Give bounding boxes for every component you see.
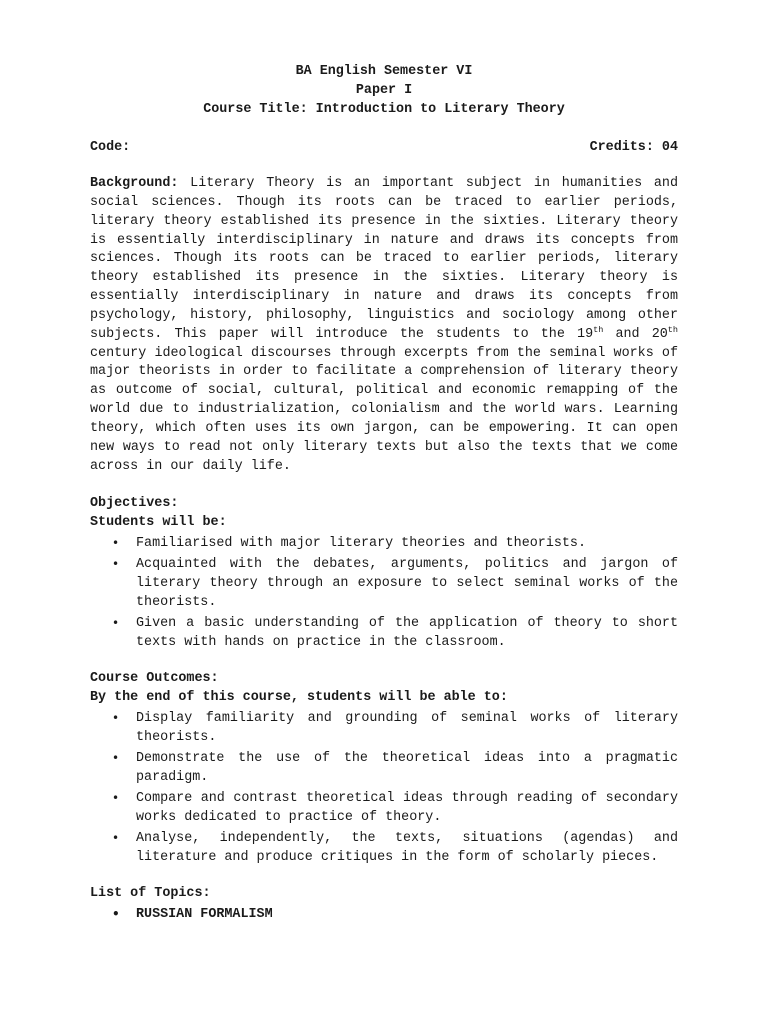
objectives-section [90,494,678,652]
list-item: • Demonstrate the use of the theoretical ideas into a pragmatic paradigm. [112,750,678,785]
objectives-title: Objectives: [90,495,179,511]
background-text-b: and 20 [603,326,668,342]
bullet-icon: • [112,615,120,630]
code-label: Code: [90,140,131,155]
background-paragraph [90,175,678,477]
background-label: Background: [90,176,179,191]
background-sup-2: th [667,324,678,335]
objectives-list [90,534,678,652]
list-item: • Display familiarity and grounding of seminal works of literary theorists. [112,710,678,745]
bullet-icon: • [112,906,120,921]
outcomes-section [90,669,678,867]
outcomes-list [90,709,678,867]
objectives-subtitle: Students will be: [90,514,227,530]
list-item: • Familiarised with major literary theories and theorists. [112,535,586,551]
list-item: • Acquainted with the debates, arguments, politics and jargon of literary theory through an exposure to select seminal works of the theorists. [112,556,678,610]
background-text-c: century ideological discourses through excerpts from the seminal works of major theorists in order to facilitate a comprehension of literary theory as outcome of social, cultural, political and economic remapping of the world due to industrialization, colonialism and the world wars. Learning theory, which often uses its own jargon, can be empowering. It can open new ways to read not only literary texts but also the texts that we come across in our daily life. [90,345,678,474]
background-sup-1: th [593,324,604,335]
credits-label: Credits: 04 [589,140,678,155]
code-credits-row [90,138,678,157]
background-text-a: Literary Theory is an important subject in humanities and social sciences. Though its roots can be traced to earlier periods, literary theory established its presence in the sixties. Literary theory is essentially interdisciplinary in nature and draws its concepts from sciences. Though its roots can be traced to earlier periods, literary theory established its presence in the sixties. Literary theory is essentially interdisciplinary in nature and draws its concepts from psychology, history, philosophy, linguistics and sociology among other subjects. This paper will introduce the students to the 19 [90,176,678,342]
document-page [90,62,678,926]
bullet-icon: • [112,556,120,571]
bullet-icon: • [112,710,120,725]
bullet-icon: • [112,750,120,765]
bullet-icon: • [112,790,120,805]
semester-title: BA English Semester VI [295,64,473,79]
topics-section [90,884,678,924]
course-title: Course Title: Introduction to Literary Theory [203,102,565,117]
list-item: • Given a basic understanding of the application of theory to short texts with hands on practice in the classroom. [112,615,678,650]
bullet-icon: • [112,830,120,845]
topics-list [90,905,678,924]
list-item: • RUSSIAN FORMALISM [112,906,273,922]
topics-title: List of Topics: [90,885,211,901]
list-item: • Compare and contrast theoretical ideas through reading of secondary works dedicated to practice of theory. [112,790,678,825]
bullet-icon: • [112,535,120,550]
paper-title: Paper I [355,83,413,98]
outcomes-subtitle: By the end of this course, students will be able to: [90,689,508,705]
list-item: • Analyse, independently, the texts, situations (agendas) and literature and produce critiques in the form of scholarly pieces. [112,830,678,865]
outcomes-title: Course Outcomes: [90,670,219,686]
